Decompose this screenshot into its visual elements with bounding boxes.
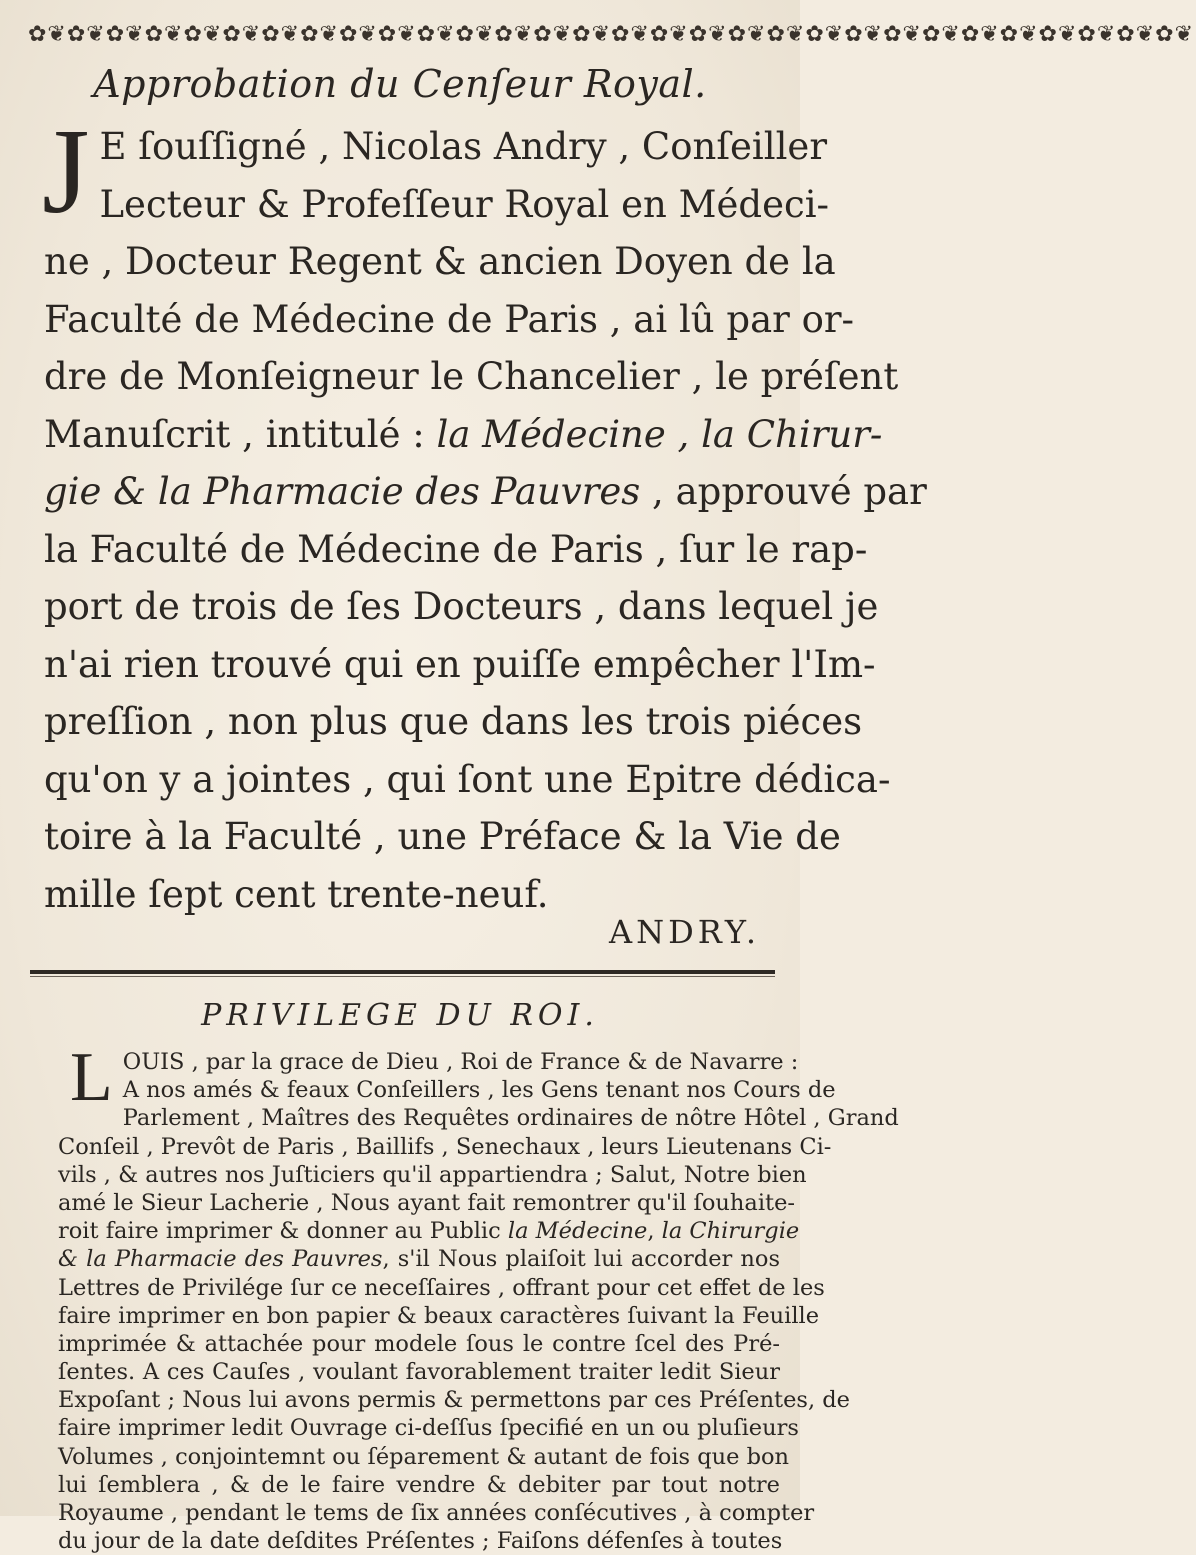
- approval-line: n'ai rien trouvé qui en puiſſe empêcher l'Im-: [44, 642, 876, 686]
- privilege-line: amé le Sieur Lacherie , Nous ayant fait remontrer qu'il ſouhaite-: [58, 1189, 795, 1216]
- privilege-line: Royaume , pendant le tems de ſix années conſécutives , à compter: [58, 1500, 815, 1526]
- approval-line: toire à la Faculté , une Préface & la Vie de: [44, 815, 841, 858]
- privilege-line: du jour de la date deſdites Préſentes ; Faiſons défenſes à toutes: [58, 1528, 783, 1555]
- privilege-line: roit faire imprimer & donner au Public la Médecine, la Chirurgie: [58, 1218, 800, 1245]
- approval-text: [42, 104, 927, 923]
- approval-heading: Approbation du Cenſeur Royal.: [93, 62, 707, 106]
- approval-line: ne , Docteur Regent & ancien Doyen de la: [44, 240, 836, 283]
- privilege-line: faire imprimer ledit Ouvrage ci-deſſus ſpecifié en un ou pluſieurs: [58, 1415, 799, 1442]
- approval-line: qu'on y a jointes , qui ſont une Epitre dédica-: [44, 757, 891, 801]
- approval-line: Faculté de Médecine de Paris , ai lû par or-: [44, 297, 855, 341]
- privilege-drop-cap: L: [70, 1039, 113, 1116]
- privilege-line: Parlement , Maîtres des Requêtes ordinaires de nôtre Hôtel , Grand: [122, 1105, 899, 1132]
- section-divider-thin: [30, 976, 775, 977]
- privilege-line: & la Pharmacie des Pauvres, s'il Nous plaiſoit lui accorder nos: [58, 1246, 780, 1273]
- privilege-line: vils , & autres nos Juſticiers qu'il appartiendra ; Salut, Notre bien: [58, 1161, 807, 1188]
- privilege-line: ſentes. A ces Cauſes , voulant favorablement traiter ledit Sieur: [58, 1359, 780, 1386]
- section-divider: [30, 970, 775, 974]
- privilege-line: Volumes , conjointemnt ou ſéparement & autant de fois que bon: [58, 1443, 790, 1470]
- approval-signature: ANDRY.: [608, 913, 760, 951]
- privilege-heading: PRIVILEGE DU ROI.: [201, 998, 599, 1033]
- approval-line: preſſion , non plus que dans les trois piéces: [44, 700, 863, 743]
- approval-line: port de trois de ſes Docteurs , dans lequel je: [44, 585, 879, 628]
- approval-line: la Faculté de Médecine de Paris , ſur le rap-: [44, 527, 868, 571]
- privilege-line: faire imprimer en bon papier & beaux caractères ſuivant la Feuille: [58, 1302, 820, 1329]
- privilege-line: Expoſant ; Nous lui avons permis & permettons par ces Préſentes, de: [58, 1387, 850, 1414]
- privilege-line: Lettres de Privilége ſur ce neceſſaires , offrant pour cet effet de les: [58, 1274, 825, 1301]
- approval-line: Lecteur & Profeſſeur Royal en Médeci-: [99, 182, 830, 226]
- approval-line: dre de Monſeigneur le Chancelier , le préſent: [44, 355, 899, 398]
- privilege-line: lui ſemblera , & de le faire vendre & debiter par tout notre: [58, 1471, 780, 1498]
- privilege-line: imprimée & attachée pour modele ſous le contre ſcel des Pré-: [58, 1330, 780, 1357]
- approval-drop-cap: J: [42, 104, 90, 239]
- approval-line: E ſouſſigné , Nicolas Andry , Conſeiller: [99, 125, 828, 168]
- privilege-line: A nos amés & feaux Conſeillers , les Gens tenant nos Cours de: [122, 1077, 836, 1104]
- privilege-line: Conſeil , Prevôt de Paris , Baillifs , Senechaux , leurs Lieutenans Ci-: [58, 1133, 832, 1160]
- approval-line: mille ſept cent trente-neuf.: [44, 872, 549, 916]
- decorative-header-ornament: ✿❦✿❦✿❦✿❦✿❦✿❦✿❦✿❦✿❦✿❦✿❦✿❦✿❦✿❦✿❦✿❦✿❦✿❦✿❦✿❦✿❦✿❦✿❦✿❦✿❦✿❦✿❦✿❦✿❦✿❦: [28, 22, 1195, 47]
- approval-line: gie & la Pharmacie des Pauvres , approuvé par: [44, 470, 927, 513]
- privilege-text: [58, 1039, 899, 1555]
- privilege-line: OUIS , par la grace de Dieu , Roi de France & de Navarre :: [122, 1049, 799, 1075]
- approval-line: Manuſcrit , intitulé : la Médecine , la Chirur-: [44, 412, 883, 456]
